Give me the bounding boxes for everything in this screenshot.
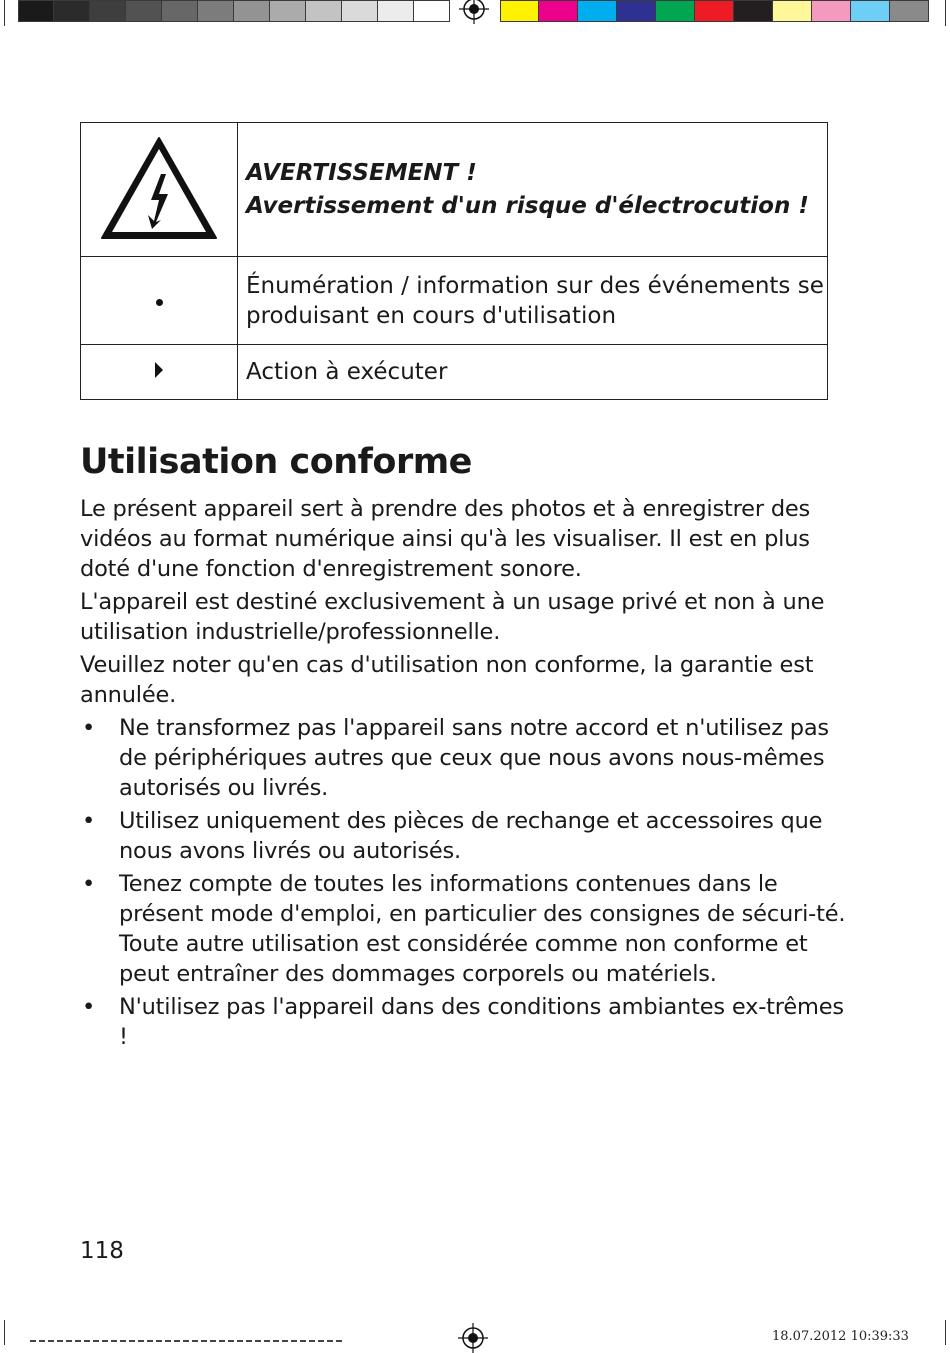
- section-body: [80, 494, 850, 1055]
- warning-title: AVERTISSEMENT !: [246, 159, 477, 186]
- color-swatch: [126, 0, 162, 22]
- bullet-dot-icon: [156, 299, 163, 306]
- warning-subtitle: Avertissement d'un risque d'électrocution !: [246, 192, 809, 219]
- print-color-bar: [500, 0, 929, 24]
- action-description: Action à exécuter: [238, 345, 828, 400]
- color-swatch: [890, 0, 929, 22]
- crop-mark: [945, 0, 946, 26]
- color-swatch: [734, 0, 773, 22]
- color-swatch: [162, 0, 198, 22]
- action-arrow-icon: [155, 362, 163, 378]
- paragraph: Veuillez noter qu'en cas d'utilisation non conforme, la garantie est annulée.: [80, 652, 814, 708]
- color-swatch: [617, 0, 656, 22]
- color-swatch: [695, 0, 734, 22]
- legend-row-warning: [81, 123, 828, 257]
- color-swatch: [539, 0, 578, 22]
- legend-row-bullet: [81, 257, 828, 345]
- list-item: • Ne transformez pas l'appareil sans notre accord et n'utilisez pas de périphériques autres que ceux que nous avons nous-mêmes autorisés ou livrés.: [82, 715, 829, 801]
- color-swatch: [378, 0, 414, 22]
- page-number: 118: [80, 1238, 124, 1264]
- print-timestamp: 18.07.2012 10:39:33: [772, 1329, 909, 1344]
- usage-rules-list: [80, 713, 850, 1052]
- color-swatch: [414, 0, 450, 22]
- color-swatch: [18, 0, 54, 22]
- bullet-icon: •: [82, 715, 96, 741]
- section-heading: Utilisation conforme: [80, 442, 472, 482]
- crop-mark: [4, 1320, 5, 1345]
- bullet-icon: •: [82, 994, 96, 1020]
- bullet-description: Énumération / information sur des événements se produisant en cours d'utilisation: [238, 257, 828, 345]
- list-item: • Utilisez uniquement des pièces de rechange et accessoires que nous avons livrés ou autorisés.: [82, 808, 823, 864]
- color-swatch: [54, 0, 90, 22]
- print-grayscale-bar: [18, 0, 450, 24]
- color-swatch: [234, 0, 270, 22]
- legend-row-action: [81, 345, 828, 400]
- color-swatch: [90, 0, 126, 22]
- bullet-icon: •: [82, 808, 96, 834]
- color-swatch: [578, 0, 617, 22]
- crop-mark: [4, 0, 5, 26]
- list-item: • Tenez compte de toutes les informations contenues dans le présent mode d'emploi, en particulier des consignes de sécuri-té. Toute autre utilisation est considérée comme non conforme et peut entraîner des dommages corporels ou matériels.: [82, 871, 846, 987]
- crop-mark: [945, 1320, 946, 1345]
- color-swatch: [306, 0, 342, 22]
- electric-shock-warning-icon: [98, 134, 220, 242]
- paragraph: Le présent appareil sert à prendre des photos et à enregistrer des vidéos au format numérique ainsi qu'à les visualiser. Il est en plus doté d'une fonction d'enregistrement sonore.: [80, 496, 811, 582]
- registration-mark-icon: [458, 1323, 488, 1353]
- list-item: • N'utilisez pas l'appareil dans des conditions ambiantes ex-trêmes !: [82, 994, 844, 1050]
- color-swatch: [656, 0, 695, 22]
- color-swatch: [270, 0, 306, 22]
- color-swatch: [773, 0, 812, 22]
- color-swatch: [500, 0, 539, 22]
- color-swatch: [342, 0, 378, 22]
- color-swatch: [198, 0, 234, 22]
- symbol-legend-table: [80, 122, 828, 400]
- paragraph: L'appareil est destiné exclusivement à un usage privé et non à une utilisation industrielle/professionnelle.: [80, 589, 825, 645]
- color-swatch: [812, 0, 851, 22]
- cut-off-footer-text: [30, 1336, 345, 1345]
- bullet-icon: •: [82, 871, 96, 897]
- registration-mark-icon: [459, 0, 489, 24]
- color-swatch: [851, 0, 890, 22]
